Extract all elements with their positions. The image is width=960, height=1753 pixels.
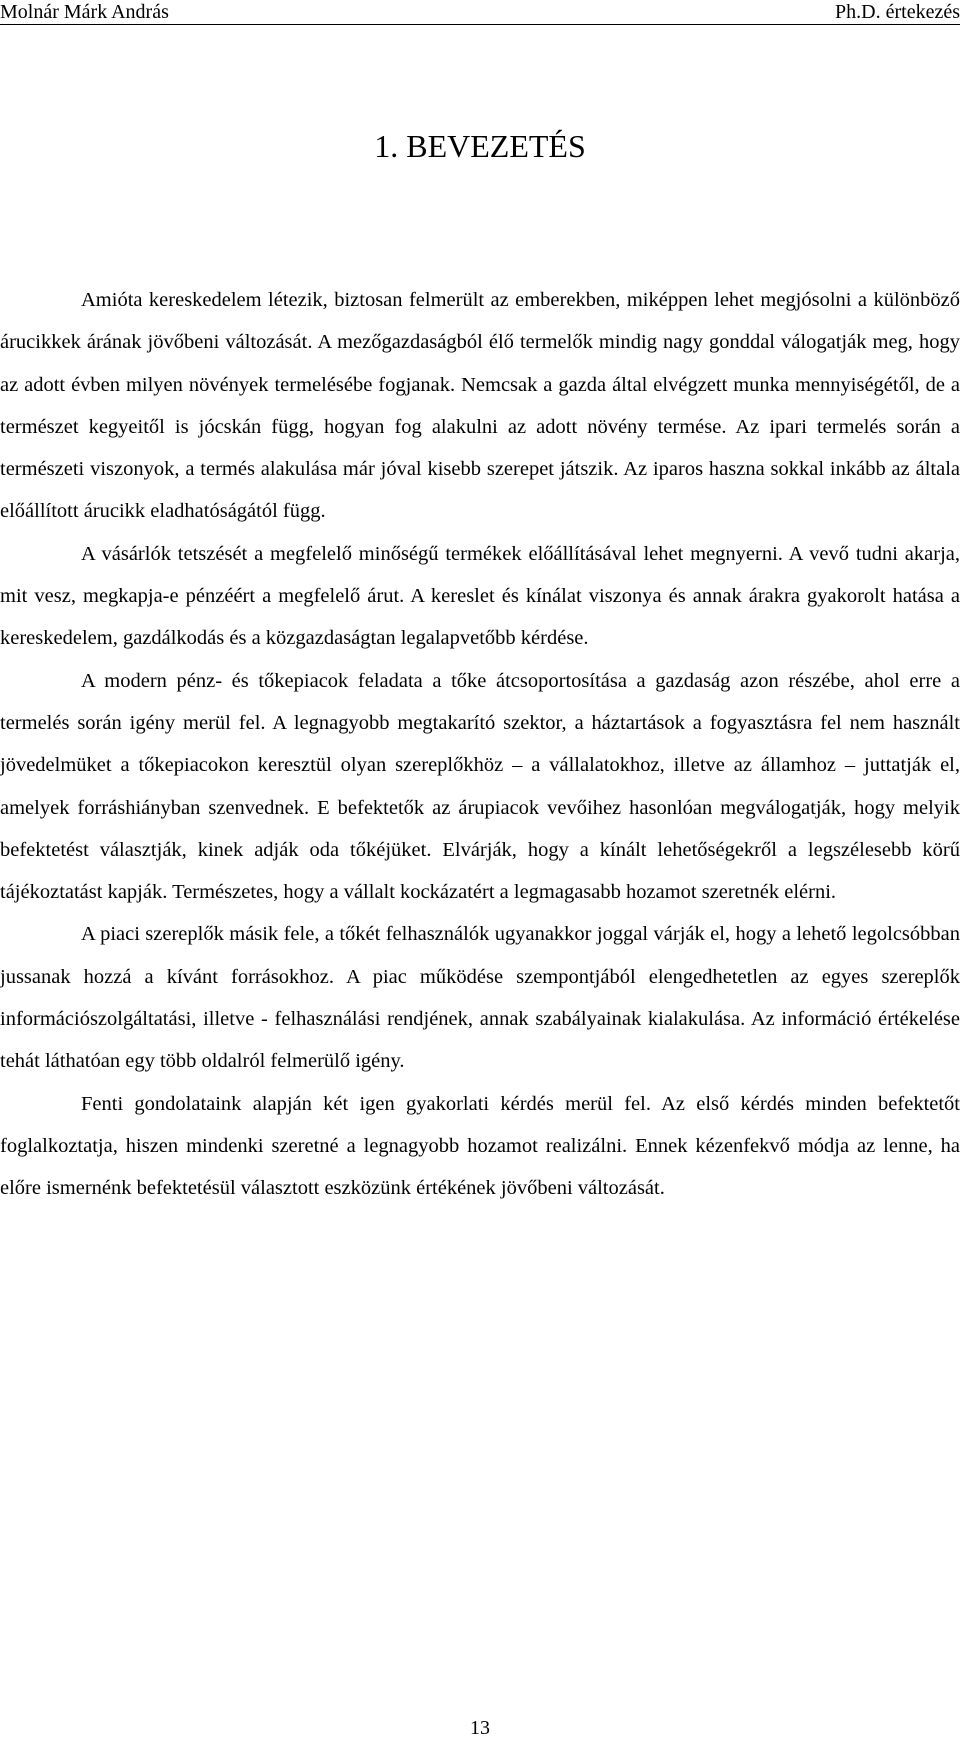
header-divider — [0, 24, 960, 25]
paragraph-5: Fenti gondolataink alapján két igen gyakorlati kérdés merül fel. Az első kérdés minden befektetőt foglalkoztatja, hiszen mindenki szeretné a legnagyobb hozamot realizálni. Ennek kézenfekvő módja az lenne, ha előre ismernénk befektetésül választott eszközünk értékének jövőbeni változását. — [0, 1092, 960, 1200]
header-doc-type: Ph.D. értekezés — [835, 1, 960, 23]
chapter-title: 1. BEVEZETÉS — [374, 128, 586, 164]
header-author: Molnár Márk András — [0, 1, 169, 23]
paragraph-1: Amióta kereskedelem létezik, biztosan felmerült az emberekben, miképpen lehet megjósolni a különböző árucikkek árának jövőbeni változását. A mezőgazdaságból élő termelők mindig nagy gonddal válogatják meg, hogy az adott évben milyen növények termelésébe fogjanak. Nemcsak a gazda által elvégzett munka mennyiségétől, de a természet kegyeitől is jócskán függ, hogyan fog alakulni az adott növény termése. Az ipari termelés során a természeti viszonyok, a termés alakulása már jóval kisebb szerepet játszik. Az iparos haszna sokkal inkább az általa előállított árucikk eladhatóságától függ. — [0, 289, 960, 523]
body-text — [0, 279, 960, 1210]
paragraph-2: A vásárlók tetszését a megfelelő minőségű termékek előállításával lehet megnyerni. A vevő tudni akarja, mit vesz, megkapja-e pénzéért a megfelelő árut. A kereslet és kínálat viszonya és annak árakra gyakorolt hatása a kereskedelem, gazdálkodás és a közgazdaságtan legalapvetőbb kérdése. — [0, 542, 960, 650]
running-header — [0, 0, 960, 24]
paragraph-3: A modern pénz- és tőkepiacok feladata a tőke átcsoportosítása a gazdaság azon részébe, ahol erre a termelés során igény merül fel. A legnagyobb megtakarító szektor, a háztartások a fogyasztásra fel nem használt jövedelmüket a tőkepiacokon keresztül olyan szereplőkhöz – a vállalatokhoz, illetve az államhoz – juttatják el, amelyek forráshiányban szenvednek. E befektetők az árupiacok vevőihez hasonlóan megválogatják, hogy melyik befektetést választják, kinek adják oda tőkéjüket. Elvárják, hogy a kínált lehetőségekről a legszélesebb körű tájékoztatást kapják. Természetes, hogy a vállalt kockázatért a legmagasabb hozamot szeretnék elérni. — [0, 669, 960, 904]
paragraph-4: A piaci szereplők másik fele, a tőkét felhasználók ugyanakkor joggal várják el, hogy a lehető legolcsóbban jussanak hozzá a kívánt forrásokhoz. A piac működése szempontjából elengedhetetlen az egyes szereplők információszolgáltatási, illetve - felhasználási rendjének, annak szabályainak kialakulása. Az információ értékelése tehát láthatóan egy több oldalról felmerülő igény. — [0, 923, 960, 1073]
page-number: 13 — [470, 1717, 490, 1739]
